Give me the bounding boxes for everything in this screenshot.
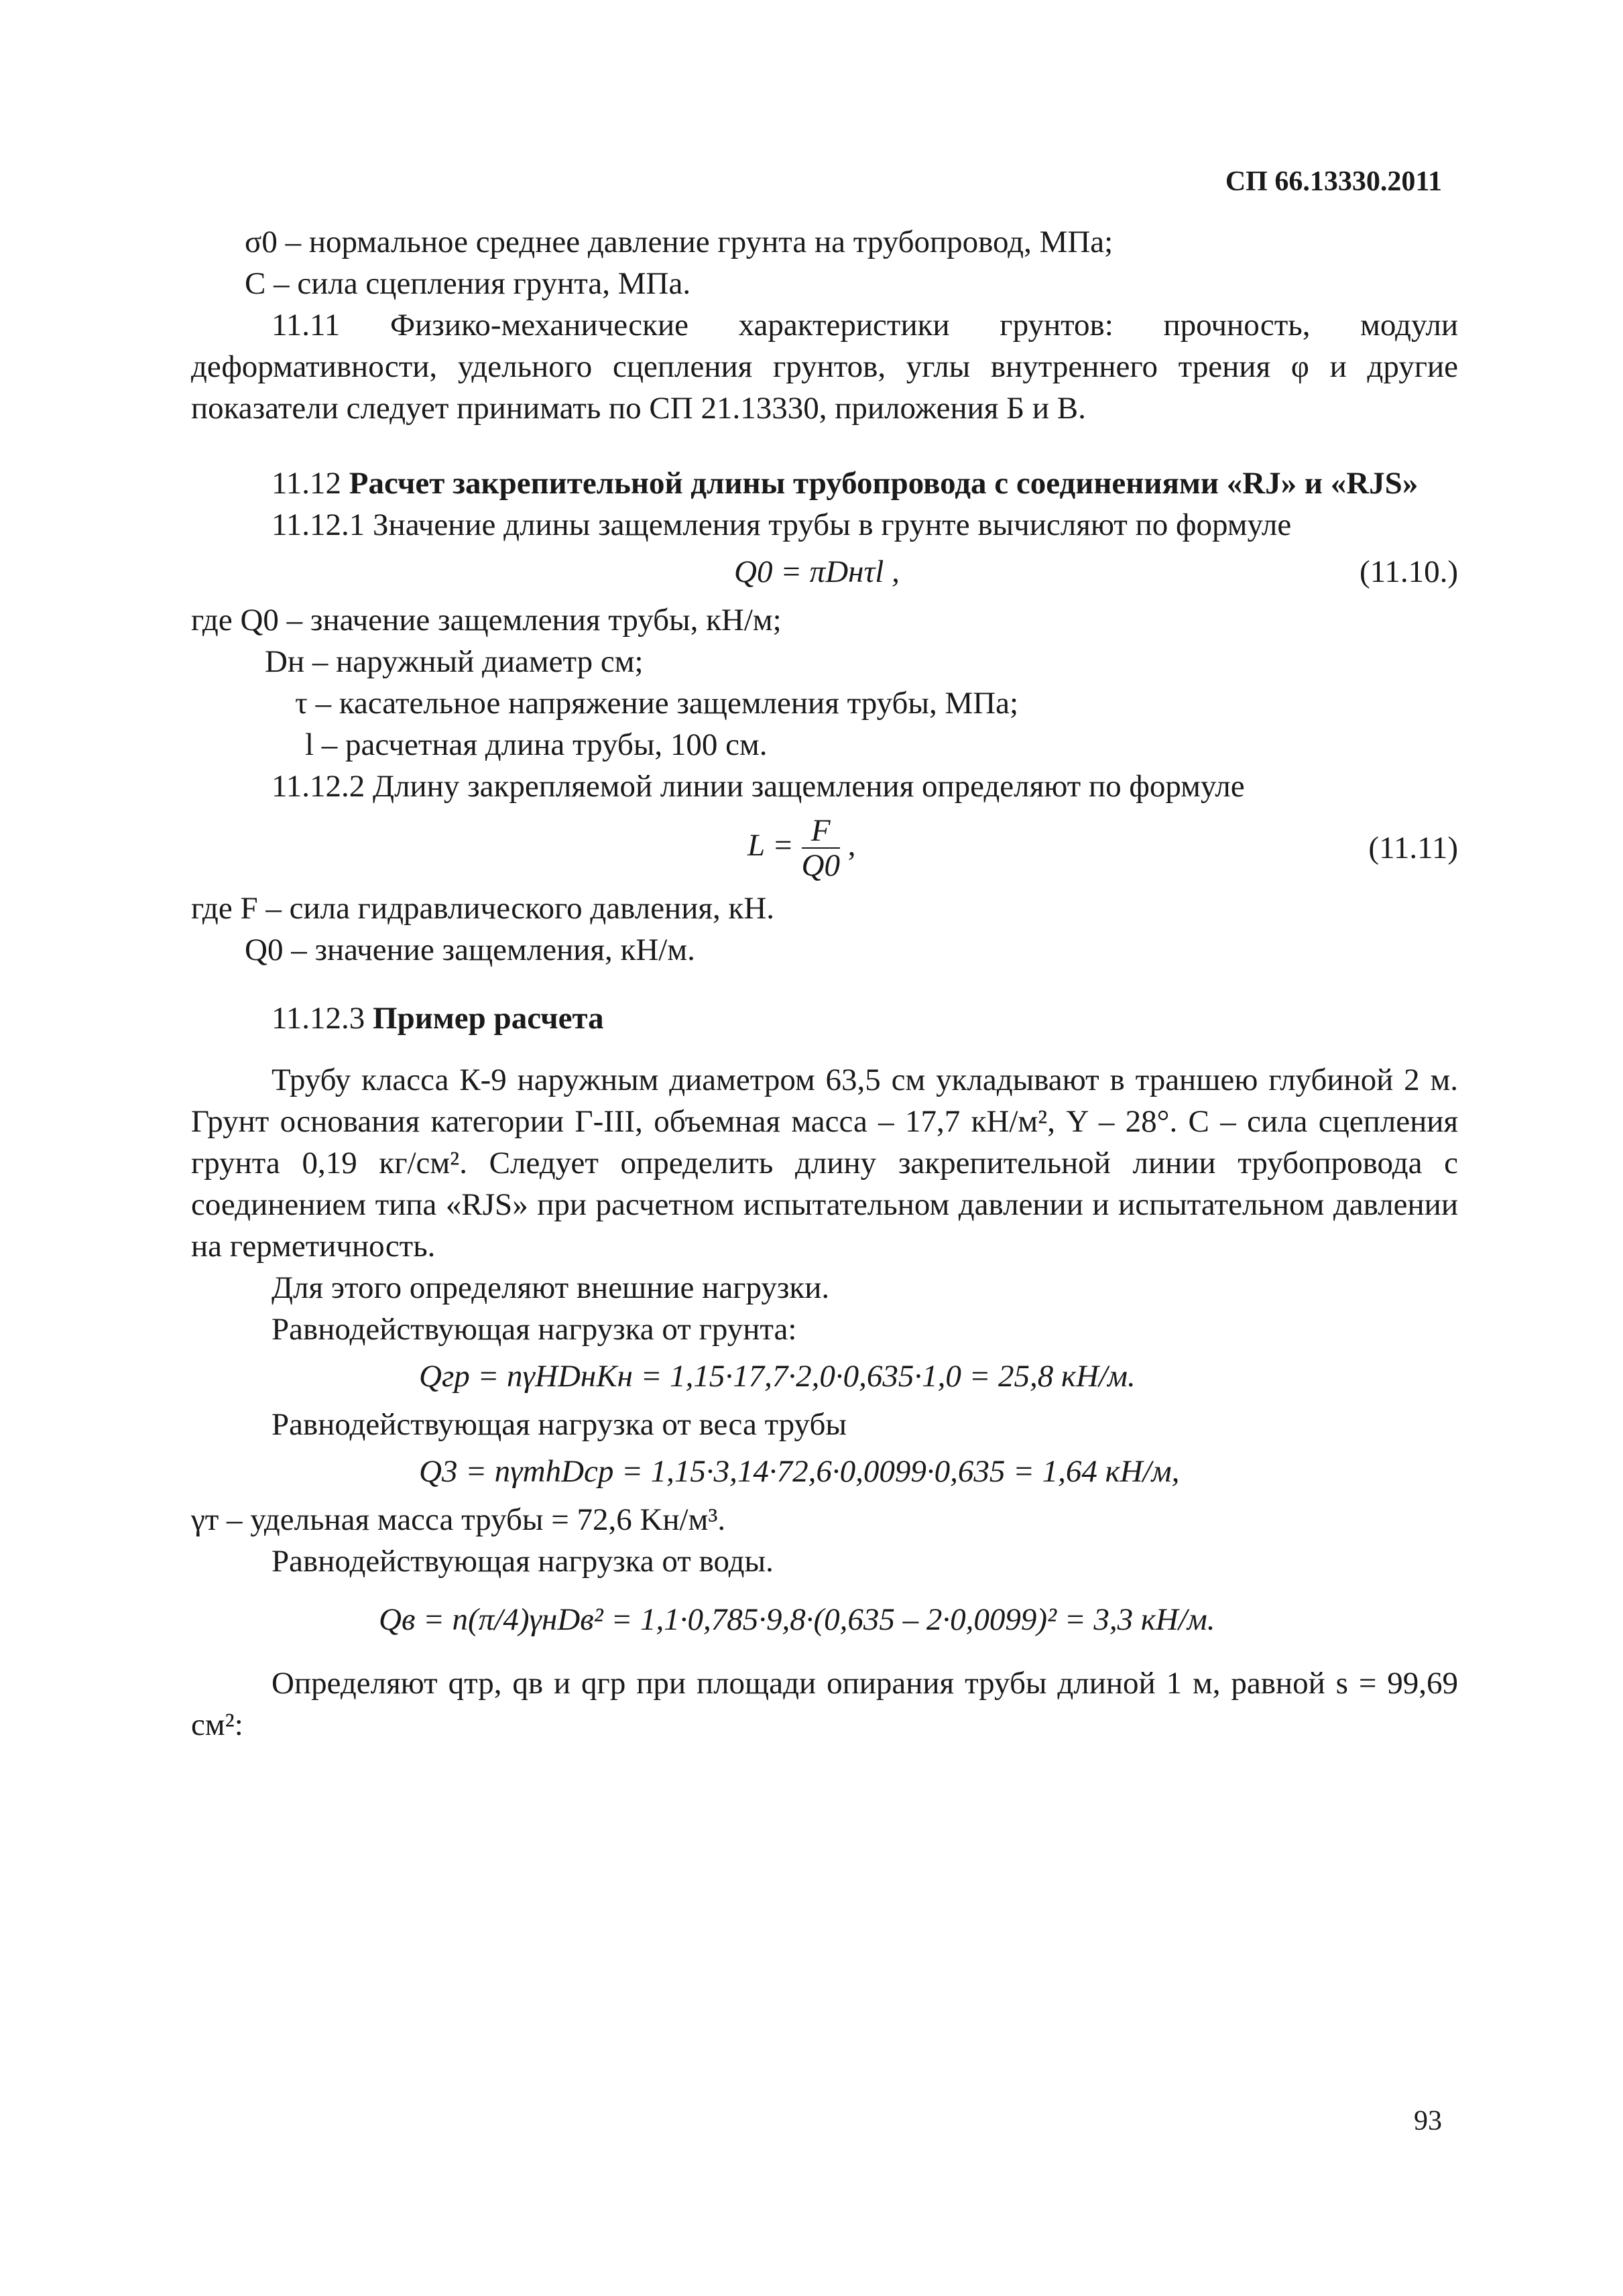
c-definition: C – сила сцепления грунта, МПа. <box>245 266 691 301</box>
document-code-header: СП 66.13330.2011 <box>1225 166 1442 197</box>
section-title-11-12-3: Пример расчета <box>373 1001 604 1036</box>
formula-qv-row <box>191 1582 1458 1663</box>
clause-11-12-2: 11.12.2 Длину закрепляемой линии защемления определяют по формуле <box>272 769 1245 804</box>
ground-load-text: Равнодействующая нагрузка от грунта: <box>272 1312 797 1347</box>
formula-q3-row <box>191 1445 1458 1499</box>
water-load-text: Равнодействующая нагрузка от воды. <box>272 1544 774 1579</box>
l-definition: l – расчетная длина трубы, 100 см. <box>305 727 768 762</box>
formula-11-11-row <box>191 807 1458 888</box>
clause-11-12-1: 11.12.1 Значение длины защемления трубы в грунте вычисляют по формуле <box>272 507 1292 542</box>
spacer <box>191 1039 1458 1059</box>
where-q0: где Q0 – значение защемления трубы, кН/м; <box>191 603 782 638</box>
equation-number-11-11: (11.11) <box>1368 831 1458 865</box>
determine-q-text: Определяют qтр, qв и qгр при площади опирания трубы длиной 1 м, равной s = 99,69 см²: <box>191 1666 1458 1742</box>
gamma-t-definition: γт – удельная масса трубы = 72,6 Kн/м³. <box>191 1502 726 1537</box>
section-number-11-12-3: 11.12.3 <box>272 1001 365 1036</box>
formula-11-11-denominator: Q0 <box>801 848 840 883</box>
section-title-11-12: Расчет закрепительной длины трубопровода с соединениями «RJ» и «RJS» <box>349 466 1419 501</box>
example-paragraph: Трубу класса К-9 наружным диаметром 63,5 см укладывают в траншею глубиной 2 м. Грунт основания категории Г-III, объемная масса – 17,7 кН/м², Y – 28°. C – сила сцепления грунта 0,19 кг/см². Следует определить длину закрепительной линии трубопровода с соединением типа «RJS» при расчетном испытательном давлении и испытательном давлении на герметичность. <box>191 1063 1458 1264</box>
formula-11-11-lhs: L = <box>747 827 794 863</box>
q0-definition: Q0 – значение защемления, кН/м. <box>245 932 695 967</box>
section-heading-11-12-3 <box>191 998 1458 1039</box>
tau-definition: τ – касательное напряжение защемления трубы, МПа; <box>295 686 1019 721</box>
page-number: 93 <box>1414 2106 1442 2136</box>
page-content <box>191 221 1458 1746</box>
formula-q3: Q3 = nγтhDср = 1,15·3,14·72,6·0,0099·0,635 = 1,64 кН/м, <box>419 1454 1180 1489</box>
where-f: где F – сила гидравлического давления, кН. <box>191 891 775 926</box>
formula-11-11-fraction <box>802 814 840 882</box>
formula-qgr-row <box>191 1350 1458 1404</box>
formula-11-10: Q0 = πDнτl , <box>734 554 900 589</box>
formula-11-11-tail: , <box>847 827 856 863</box>
formula-11-11 <box>747 814 855 882</box>
pipe-weight-load-text: Равнодействующая нагрузка от веса трубы <box>272 1407 847 1442</box>
formula-11-11-numerator: F <box>802 814 840 849</box>
section-heading-11-12 <box>191 463 1458 504</box>
clause-11-11: 11.11 Физико-механические характеристики грунтов: прочность, модули деформативности, удельного сцепления грунтов, углы внутреннего трения φ и другие показатели следует принимать по СП 21.13330, приложения Б и В. <box>191 308 1458 426</box>
external-loads-text: Для этого определяют внешние нагрузки. <box>272 1270 830 1305</box>
section-number-11-12: 11.12 <box>272 466 342 501</box>
formula-qgr: Qгр = nγHDнKн = 1,15·17,7·2,0·0,635·1,0 = 25,8 кН/м. <box>419 1359 1136 1394</box>
equation-number-11-10: (11.10.) <box>1359 554 1458 589</box>
formula-qv: Qв = n(π/4)γнDв² = 1,1·0,785·9,8·(0,635 – 2·0,0099)² = 3,3 кН/м. <box>379 1602 1215 1637</box>
formula-11-10-row <box>191 546 1458 599</box>
sigma-definition: σ0 – нормальное среднее давление грунта на трубопровод, МПа; <box>245 225 1114 259</box>
dn-definition: Dн – наружный диаметр см; <box>265 644 644 679</box>
